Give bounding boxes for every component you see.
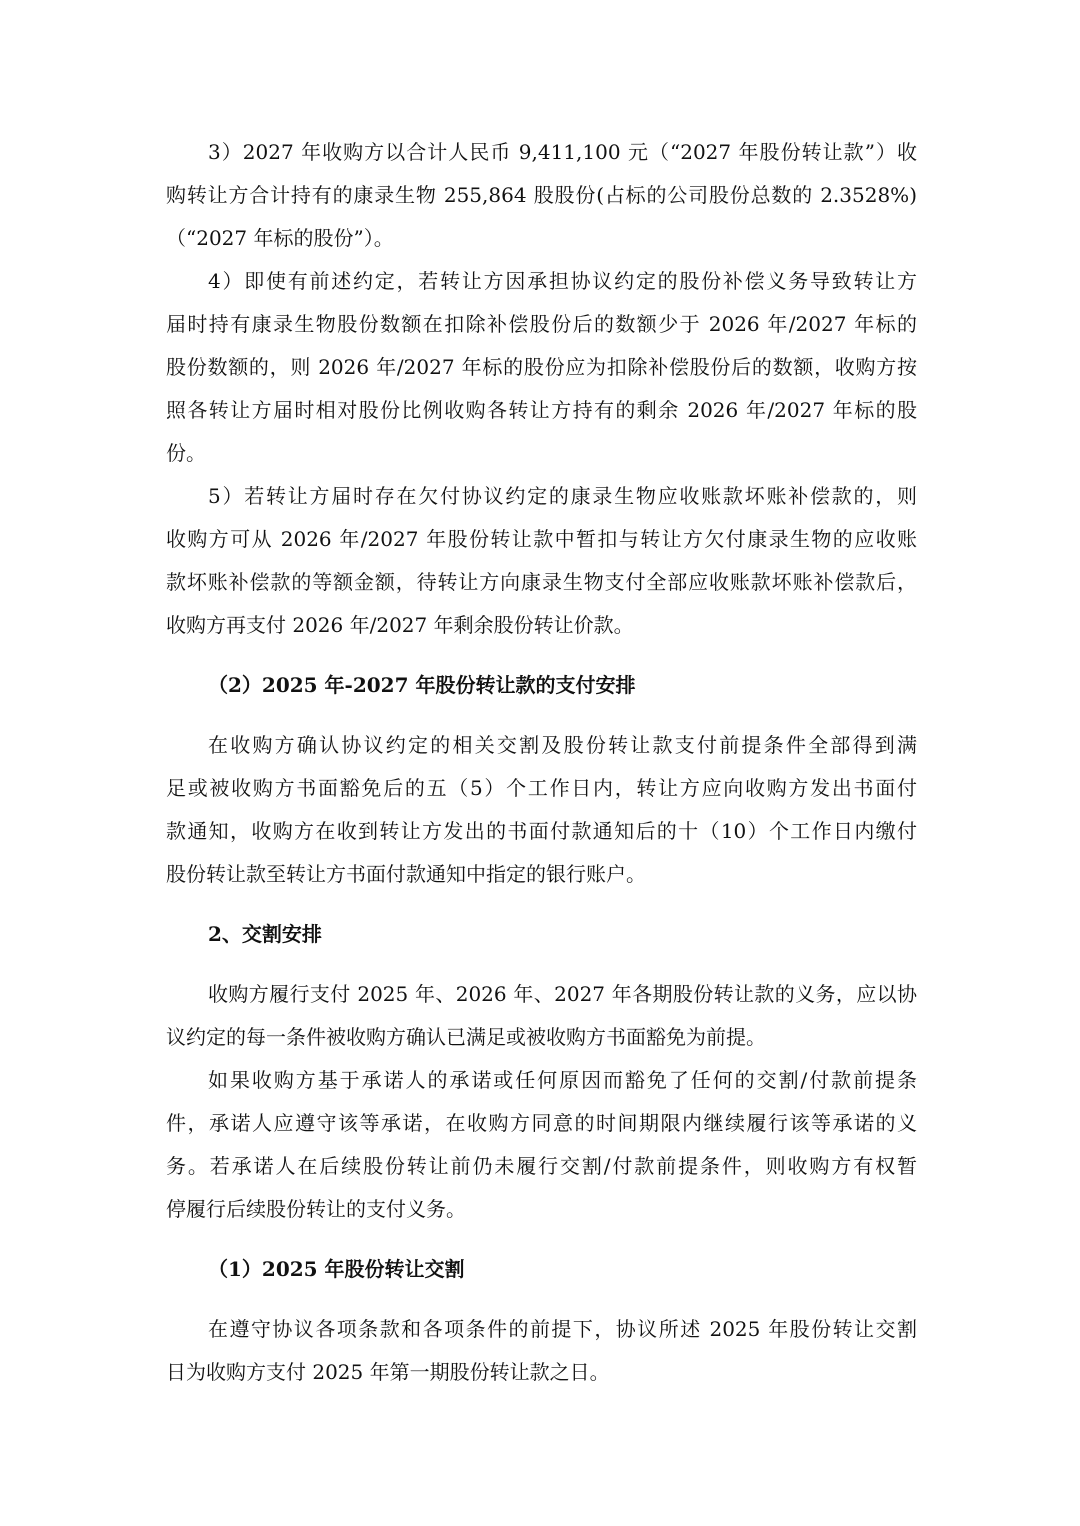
text-line: 份。 [166,441,206,465]
text-line: （“2027 年标的股份”）。 [166,226,394,250]
text-line: 照各转让方届时相对股份比例收购各转让方持有的剩余 2026 年/2027 年标的股 [166,398,917,422]
text-line: 购转让方合计持有的康录生物 255,864 股股份(占标的公司股份总数的 2.3528%) [166,183,917,207]
section-heading-delivery: 2、交割安排 [208,922,322,946]
text-line: 股份转让款至转让方书面付款通知中指定的银行账户。 [166,862,646,886]
paragraph-2025-delivery [166,1308,917,1394]
paragraph-payment [166,724,917,896]
section-heading-2025-delivery: （1）2025 年股份转让交割 [208,1257,465,1281]
paragraph-delivery-2 [166,1059,917,1231]
paragraph-item-3 [166,131,917,260]
text-line: 款通知，收购方在收到转让方发出的书面付款通知后的十（10）个工作日内缴付 [166,819,917,843]
section-heading-payment-arrangement: （2）2025 年-2027 年股份转让款的支付安排 [208,673,636,697]
text-line: 收购方履行支付 2025 年、2026 年、2027 年各期股份转让款的义务，应以协 [208,982,917,1006]
text-line: 3）2027 年收购方以合计人民币 9,411,100 元（“2027 年股份转让款”）收 [208,140,917,164]
text-line: 件，承诺人应遵守该等承诺，在收购方同意的时间期限内继续履行该等承诺的义 [166,1111,917,1135]
text-line: 停履行后续股份转让的支付义务。 [166,1197,466,1221]
text-line: 股份数额的，则 2026 年/2027 年标的股份应为扣除补偿股份后的数额，收购方按 [166,355,917,379]
text-line: 日为收购方支付 2025 年第一期股份转让款之日。 [166,1360,610,1384]
paragraph-item-4 [166,260,917,475]
text-line: 届时持有康录生物股份数额在扣除补偿股份后的数额少于 2026 年/2027 年标的 [166,312,917,336]
text-line: 5）若转让方届时存在欠付协议约定的康录生物应收账款坏账补偿款的，则 [208,484,917,508]
paragraph-item-5 [166,475,917,647]
text-line: 4）即使有前述约定，若转让方因承担协议约定的股份补偿义务导致转让方 [208,269,917,293]
text-line: 款坏账补偿款的等额金额，待转让方向康录生物支付全部应收账款坏账补偿款后， [166,570,917,594]
text-line: 收购方再支付 2026 年/2027 年剩余股份转让价款。 [166,613,634,637]
text-line: 在收购方确认协议约定的相关交割及股份转让款支付前提条件全部得到满 [208,733,917,757]
text-line: 务。若承诺人在后续股份转让前仍未履行交割/付款前提条件，则收购方有权暂 [166,1154,917,1178]
text-line: 在遵守协议各项条款和各项条件的前提下，协议所述 2025 年股份转让交割 [208,1317,917,1341]
text-line: 如果收购方基于承诺人的承诺或任何原因而豁免了任何的交割/付款前提条 [208,1068,917,1092]
text-line: 足或被收购方书面豁免后的五（5）个工作日内，转让方应向收购方发出书面付 [166,776,917,800]
text-line: 收购方可从 2026 年/2027 年股份转让款中暂扣与转让方欠付康录生物的应收账 [166,527,917,551]
paragraph-delivery-1 [166,973,917,1059]
text-line: 议约定的每一条件被收购方确认已满足或被收购方书面豁免为前提。 [166,1025,766,1049]
